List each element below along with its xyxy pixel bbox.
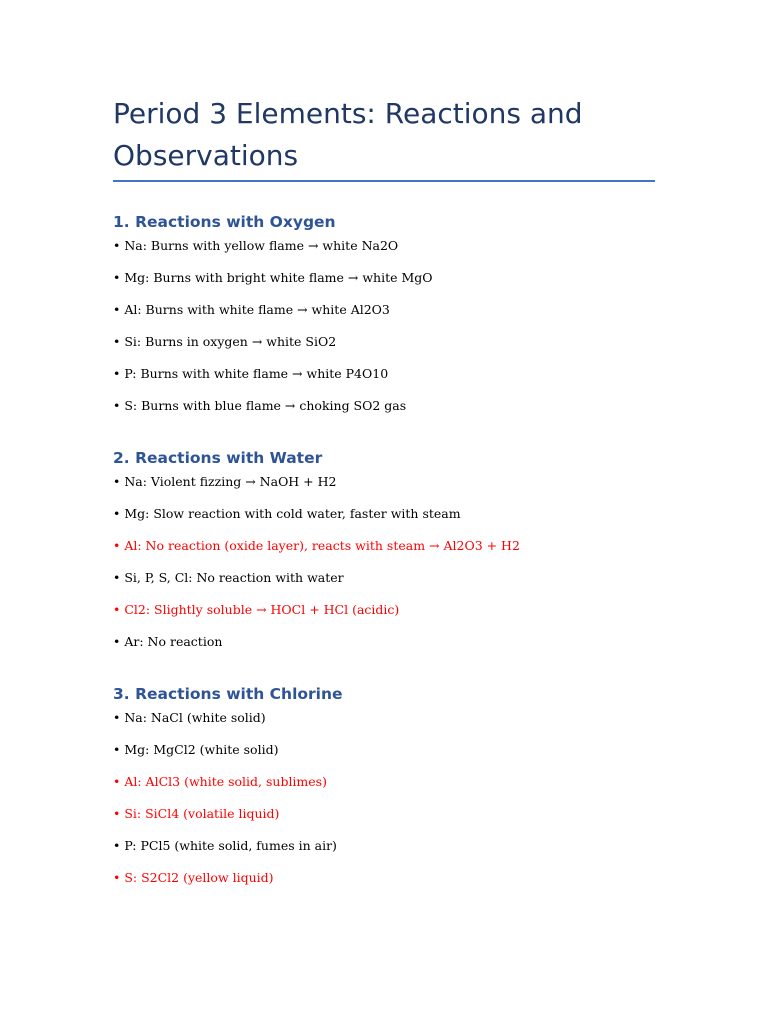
section-heading-chlorine: 3. Reactions with Chlorine bbox=[113, 685, 343, 703]
list-item-highlighted: • Cl2: Slightly soluble → HOCl + HCl (acidic) bbox=[113, 602, 400, 617]
list-item: • P: PCl5 (white solid, fumes in air) bbox=[113, 838, 337, 853]
list-item: • Mg: MgCl2 (white solid) bbox=[113, 742, 279, 757]
list-item: • Al: Burns with white flame → white Al2O3 bbox=[113, 302, 390, 317]
list-item-highlighted: • S: S2Cl2 (yellow liquid) bbox=[113, 870, 274, 885]
list-item: • S: Burns with blue flame → choking SO2 gas bbox=[113, 398, 407, 413]
list-item-highlighted: • Si: SiCl4 (volatile liquid) bbox=[113, 806, 280, 821]
list-item: • Na: Violent fizzing → NaOH + H2 bbox=[113, 474, 337, 489]
section-heading-water: 2. Reactions with Water bbox=[113, 449, 323, 467]
list-item: • Si, P, S, Cl: No reaction with water bbox=[113, 570, 344, 585]
list-item: • Si: Burns in oxygen → white SiO2 bbox=[113, 334, 337, 349]
list-item: • P: Burns with white flame → white P4O10 bbox=[113, 366, 389, 381]
list-item-highlighted: • Al: No reaction (oxide layer), reacts with steam → Al2O3 + H2 bbox=[113, 538, 520, 553]
list-item: • Mg: Burns with bright white flame → white MgO bbox=[113, 270, 433, 285]
list-item: • Na: NaCl (white solid) bbox=[113, 710, 266, 725]
list-item: • Mg: Slow reaction with cold water, faster with steam bbox=[113, 506, 461, 521]
title-divider bbox=[113, 180, 655, 182]
list-item: • Na: Burns with yellow flame → white Na2O bbox=[113, 238, 399, 253]
list-item-highlighted: • Al: AlCl3 (white solid, sublimes) bbox=[113, 774, 327, 789]
page-title: Period 3 Elements: Reactions and Observations bbox=[113, 97, 583, 172]
section-heading-oxygen: 1. Reactions with Oxygen bbox=[113, 213, 336, 231]
list-item: • Ar: No reaction bbox=[113, 634, 223, 649]
